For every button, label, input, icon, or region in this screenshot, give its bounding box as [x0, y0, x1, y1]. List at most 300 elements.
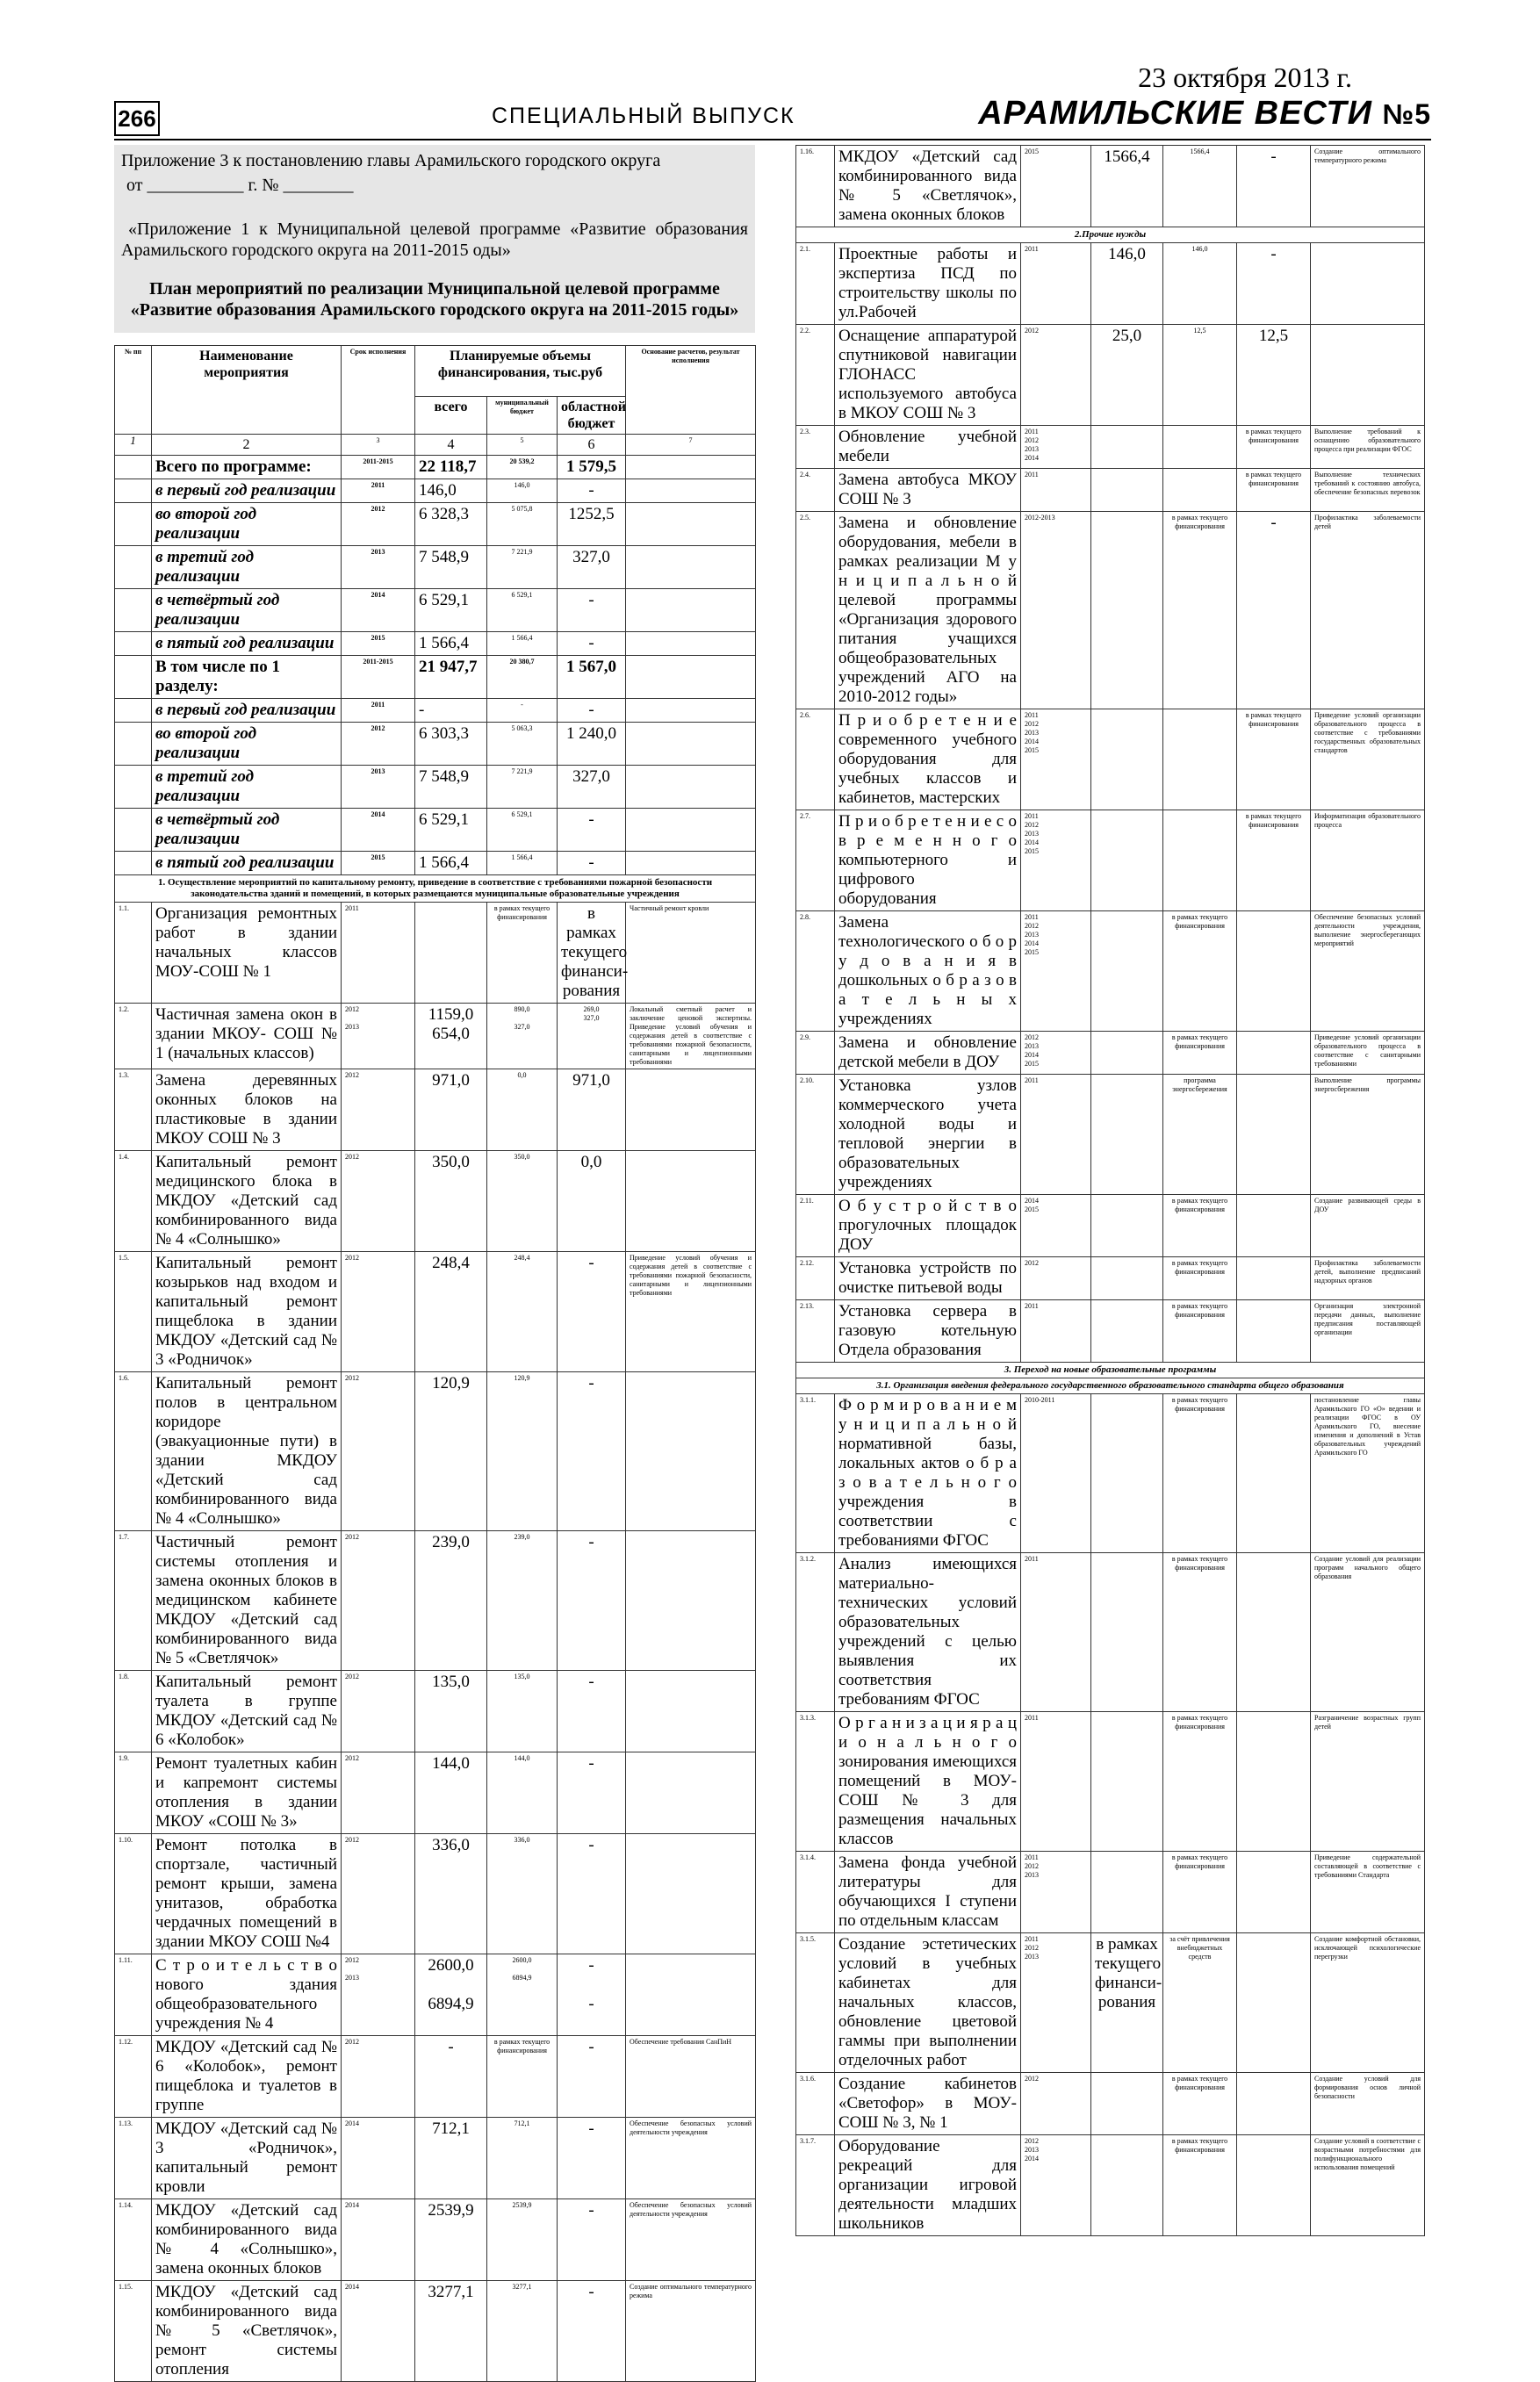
item-term: 2011: [1021, 243, 1091, 325]
summary-term: 2013: [342, 546, 415, 589]
item-term: 2014: [342, 2199, 415, 2281]
item-reg: в рамках текущего финансирования: [1237, 469, 1311, 512]
summary-reg: 1 579,5: [558, 456, 626, 479]
item-number: 1.12.: [115, 2036, 152, 2118]
table-row: [796, 1257, 1425, 1300]
summary-mun: 1 566,4: [487, 852, 558, 875]
summary-total: 6 529,1: [415, 589, 487, 632]
item-name: Частичный ремонт системы отопления и замена оконных блоков в медицинском кабинете МКДОУ «Детский сад комбинированного вида № 5 «Светлячок»: [152, 1531, 342, 1671]
item-name: Создание кабинетов «Светофор» в МОУ-СОШ № 3, № 1: [835, 2073, 1021, 2135]
item-reg: -: [1237, 146, 1311, 227]
summary-term: 2014: [342, 589, 415, 632]
item-mun: 0,0: [487, 1069, 558, 1151]
item-reg: в рамках текущего финансирования: [1237, 709, 1311, 810]
item-total: [1091, 1394, 1163, 1553]
summary-term: 2015: [342, 852, 415, 875]
item-number: 2.10.: [796, 1075, 835, 1195]
summary-reg: 1252,5: [558, 503, 626, 546]
table-row: [796, 1075, 1425, 1195]
table-row: [796, 1394, 1425, 1553]
item-basis: Организация электронной передачи данных, выполнение предписания поставляющей организации: [1311, 1300, 1425, 1363]
item-term: 2012: [342, 1069, 415, 1151]
item-name: Установка узлов коммерческого учета холодной воды и тепловой энергии в образовательных учреждениях: [835, 1075, 1021, 1195]
item-number: 2.3.: [796, 426, 835, 469]
item-total: [1091, 810, 1163, 911]
table-row: [796, 1933, 1425, 2073]
item-term: 2014: [342, 2118, 415, 2199]
summary-total: 22 118,7: [415, 456, 487, 479]
page-number: 266: [114, 101, 160, 136]
summary-blank: [115, 632, 152, 656]
item-mun: 120,9: [487, 1372, 558, 1531]
item-mun: 336,0: [487, 1834, 558, 1954]
summary-label: в первый год реализации: [152, 699, 342, 723]
item-term: 2011: [1021, 1300, 1091, 1363]
table-row: [796, 469, 1425, 512]
item-reg: [1237, 1933, 1311, 2073]
item-term: 2012 2013 2014: [1021, 2135, 1091, 2236]
summary-term: 2012: [342, 503, 415, 546]
summary-label: В том числе по 1 разделу:: [152, 656, 342, 699]
item-reg: -: [558, 2118, 626, 2199]
item-reg: 0,0: [558, 1151, 626, 1252]
item-term: 2012: [342, 2036, 415, 2118]
item-basis: Создание оптимального температурного режима: [626, 2281, 756, 2382]
item-mun: 146,0: [1163, 243, 1237, 325]
item-term: 2012: [1021, 325, 1091, 426]
item-reg: [1237, 1394, 1311, 1553]
item-total: [1091, 426, 1163, 469]
item-name: Организация ремонтных работ в здании начальных классов МОУ-СОШ № 1: [152, 903, 342, 1004]
summary-term: 2011-2015: [342, 656, 415, 699]
item-number: 3.1.4.: [796, 1852, 835, 1933]
date-line: от ___________ г. № ________: [126, 176, 354, 195]
item-mun: программа энергосбережения: [1163, 1075, 1237, 1195]
item-reg: в рамках текущего финансирования: [1237, 810, 1311, 911]
item-term: 2012 2013: [342, 1004, 415, 1069]
item-mun: [1163, 709, 1237, 810]
item-reg: -: [558, 2199, 626, 2281]
item-total: [1091, 1852, 1163, 1933]
item-mun: 2539,9: [487, 2199, 558, 2281]
item-reg: [1237, 1195, 1311, 1257]
summary-basis-blank: [626, 852, 756, 875]
item-term: 2011: [1021, 469, 1091, 512]
item-number: 1.7.: [115, 1531, 152, 1671]
summary-row: [115, 503, 756, 546]
item-number: 2.9.: [796, 1032, 835, 1075]
item-reg: -: [558, 2281, 626, 2382]
table-row: [796, 325, 1425, 426]
item-name: О р г а н и з а ц и я р а ц и о н а л ь н о г о зонирования имеющихся помещений в МОУ-СОШ № 3 для размещения начальных классов: [835, 1712, 1021, 1852]
item-total: 135,0: [415, 1671, 487, 1752]
summary-blank: [115, 589, 152, 632]
table-row: [796, 1553, 1425, 1712]
summary-basis-blank: [626, 546, 756, 589]
section-3-items: [796, 1394, 1425, 2236]
item-reg: [1237, 1712, 1311, 1852]
plan-title: План мероприятий по реализации Муниципальной целевой программе «Развитие образования Арамильского городского округа на 2011-2015 годы»: [130, 279, 739, 320]
table-row: [115, 1752, 756, 1834]
item-reg: -: [558, 1531, 626, 1671]
summary-row: [115, 723, 756, 766]
item-basis: [626, 1671, 756, 1752]
table-row: [115, 1252, 756, 1372]
item-total: [1091, 1195, 1163, 1257]
item-term: 2011 2012 2013: [1021, 1933, 1091, 2073]
table-row: [796, 1032, 1425, 1075]
num-4: 4: [415, 435, 487, 456]
summary-basis-blank: [626, 766, 756, 809]
item-number: 1.4.: [115, 1151, 152, 1252]
col-planned: Планируемые объемы финансирования, тыс.руб: [415, 346, 626, 397]
table-row: [796, 426, 1425, 469]
item-number: 2.12.: [796, 1257, 835, 1300]
item-total: 25,0: [1091, 325, 1163, 426]
item-mun: в рамках текущего финансирования: [487, 903, 558, 1004]
item-reg: [1237, 1300, 1311, 1363]
item-name: Капитальный ремонт полов в центральном коридоре (эвакуационные пути) в здании МКДОУ «Детский сад комбинированного вида № 4 «Солнышко»: [152, 1372, 342, 1531]
num-1: 1: [115, 435, 152, 456]
item-name: Оснащение аппаратурой спутниковой навигации ГЛОНАСС используемого автобуса в МКОУ СОШ № 3: [835, 325, 1021, 426]
item-total: 3277,1: [415, 2281, 487, 2382]
item-basis: Обеспечение безопасных условий деятельности учреждения, выполнение энергосберегающих мероприятий: [1311, 911, 1425, 1032]
item-number: 1.13.: [115, 2118, 152, 2199]
item-term: 2012: [342, 1372, 415, 1531]
item-term: 2011 2012 2013 2014 2015: [1021, 709, 1091, 810]
item-name: Замена и обновление оборудования, мебели в рамках реализации М у н и ц и п а л ь н о й целевой программы «Организация здорового питания учащихся общеобразовательных учреждений АГО на 2010-2012 годы»: [835, 512, 1021, 709]
table-row: [115, 1372, 756, 1531]
item-term: 2014 2015: [1021, 1195, 1091, 1257]
item-name: Создание эстетических условий в учебных кабинетах для начальных классов, обновление цветовой гаммы при выполнении отделочных работ: [835, 1933, 1021, 2073]
summary-total: 7 548,9: [415, 766, 487, 809]
item-name: Оборудование рекреаций для организации игровой деятельности младших школьников: [835, 2135, 1021, 2236]
item-total: [1091, 512, 1163, 709]
item-number: 2.11.: [796, 1195, 835, 1257]
item-basis: Выполнение программы энергосбережения: [1311, 1075, 1425, 1195]
col-total: всего: [415, 397, 487, 435]
summary-row: [115, 589, 756, 632]
item-basis: Профилактика заболеваемости детей: [1311, 512, 1425, 709]
item-total: -: [415, 2036, 487, 2118]
item-number: 1.6.: [115, 1372, 152, 1531]
item-term: 2012: [1021, 1257, 1091, 1300]
item-reg: [1237, 1032, 1311, 1075]
summary-mun: 1 566,4: [487, 632, 558, 656]
item-term: 2012: [342, 1752, 415, 1834]
item-number: 1.16.: [796, 146, 835, 227]
item-number: 3.1.7.: [796, 2135, 835, 2236]
table-row: [796, 512, 1425, 709]
item-reg: в рамках текущего финанси-рования: [558, 903, 626, 1004]
item-number: 3.1.1.: [796, 1394, 835, 1553]
plan-table-left: [114, 345, 756, 2382]
left-column: [114, 145, 755, 2382]
summary-reg: -: [558, 852, 626, 875]
item-number: 2.8.: [796, 911, 835, 1032]
summary-term: 2011-2015: [342, 456, 415, 479]
item-basis: [626, 1372, 756, 1531]
item-total: 971,0: [415, 1069, 487, 1151]
summary-mun: 5 075,8: [487, 503, 558, 546]
item-total: [1091, 1712, 1163, 1852]
item-total: 2539,9: [415, 2199, 487, 2281]
item-mun: в рамках текущего финансирования: [1163, 2135, 1237, 2236]
item-name: П р и о б р е т е н и е с о в р е м е н н о г о компьютерного и цифрового оборудования: [835, 810, 1021, 911]
item-number: 1.5.: [115, 1252, 152, 1372]
item-number: 1.3.: [115, 1069, 152, 1151]
item-name: Анализ имеющихся материально-технических условий образовательных учреждений с целью выявления их соответствия требованиям ФГОС: [835, 1553, 1021, 1712]
section-1-title: 1. Осуществление мероприятий по капитальному ремонту, приведение в соответствие с требованиями пожарной безопасности законодательства зданий и помещений, в которых размещаются муниципальные образовательные учреждения: [115, 875, 756, 903]
item-reg: [1237, 911, 1311, 1032]
summary-term: 2012: [342, 723, 415, 766]
item-basis: Приведение условий организации образовательного процесса в соответствие с требованиями государственных образовательных стандартов: [1311, 709, 1425, 810]
item-number: 3.1.3.: [796, 1712, 835, 1852]
item-basis: [1311, 243, 1425, 325]
summary-mun: 7 221,9: [487, 766, 558, 809]
summary-mun: -: [487, 699, 558, 723]
item-basis: Приведение условий обучения и содержания детей в соответствие с требованиями пожарной безопасности, санитарными и лицензионными требованиями: [626, 1252, 756, 1372]
item-name: Обновление учебной мебели: [835, 426, 1021, 469]
summary-term: 2013: [342, 766, 415, 809]
summary-total: 6 303,3: [415, 723, 487, 766]
summary-mun: 6 529,1: [487, 589, 558, 632]
item-mun: 3277,1: [487, 2281, 558, 2382]
item-number: 2.5.: [796, 512, 835, 709]
item-reg: -: [1237, 512, 1311, 709]
summary-blank: [115, 809, 152, 852]
item-reg: в рамках текущего финансирования: [1237, 426, 1311, 469]
table-row: [796, 911, 1425, 1032]
table-row: [115, 1151, 756, 1252]
item-name: Ремонт потолка в спортзале, частичный ремонт крыши, замена унитазов, обработка чердачных помещений в здании МКОУ СОШ №4: [152, 1834, 342, 1954]
item-number: 1.11.: [115, 1954, 152, 2036]
item-reg: [1237, 1257, 1311, 1300]
table-row: [115, 1834, 756, 1954]
intro-block: [114, 145, 755, 333]
table-row: [796, 1852, 1425, 1933]
item-number: 1.15.: [115, 2281, 152, 2382]
item-reg: 269,0 327,0: [558, 1004, 626, 1069]
summary-reg: 327,0: [558, 766, 626, 809]
item-total: [1091, 709, 1163, 810]
summary-mun: 5 063,3: [487, 723, 558, 766]
table-row: [796, 1195, 1425, 1257]
summary-total: -: [415, 699, 487, 723]
item-mun: в рамках текущего финансирования: [1163, 1394, 1237, 1553]
summary-term: 2015: [342, 632, 415, 656]
item-term: 2011 2012 2013: [1021, 1852, 1091, 1933]
left-items: [115, 903, 756, 2382]
item-basis: Создание условий в соответствие с возрастными потребностями для полифункционального использования помещений: [1311, 2135, 1425, 2236]
item-mun: в рамках текущего финансирования: [1163, 2073, 1237, 2135]
num-2: 2: [152, 435, 342, 456]
item-term: 2011: [1021, 1075, 1091, 1195]
item-total: [1091, 2073, 1163, 2135]
item-term: 2011: [1021, 1553, 1091, 1712]
summary-basis-blank: [626, 632, 756, 656]
summary-basis-blank: [626, 699, 756, 723]
section-2-title: 2.Прочие нужды: [796, 227, 1425, 243]
item-mun: [1163, 810, 1237, 911]
item-reg: -: [558, 1834, 626, 1954]
item-basis: Профилактика заболеваемости детей, выполнение предписаний надзорных органов: [1311, 1257, 1425, 1300]
item-basis: Выполнение технических требований к состоянию автобуса, обеспечение безопасных перевозок: [1311, 469, 1425, 512]
summary-label: в четвёртый год реализации: [152, 809, 342, 852]
item-reg: -: [558, 1752, 626, 1834]
summary-term: 2011: [342, 479, 415, 503]
summary-row: [115, 809, 756, 852]
summary-total: 6 529,1: [415, 809, 487, 852]
item-name: МКДОУ «Детский сад № 3 «Родничок», капитальный ремонт кровли: [152, 2118, 342, 2199]
summary-mun: 20 380,7: [487, 656, 558, 699]
summary-row: [115, 656, 756, 699]
item-mun: 1566,4: [1163, 146, 1237, 227]
summary-row: [115, 479, 756, 503]
item-mun: в рамках текущего финансирования: [1163, 1553, 1237, 1712]
item-number: 1.2.: [115, 1004, 152, 1069]
item-term: 2012: [342, 1834, 415, 1954]
table-row: [115, 1069, 756, 1151]
summary-label: Всего по программе:: [152, 456, 342, 479]
item-term: 2010-2011: [1021, 1394, 1091, 1553]
item-basis: Приведение содержательной составляющей в соответствие с требованиями Стандарта: [1311, 1852, 1425, 1933]
item-name: С т р о и т е л ь с т в о нового здания общеобразовательного учреждения № 4: [152, 1954, 342, 2036]
summary-blank: [115, 656, 152, 699]
table-row: [115, 2118, 756, 2199]
item-term: 2011 2012 2013 2014 2015: [1021, 810, 1091, 911]
item-basis: Информатизация образовательного процесса: [1311, 810, 1425, 911]
item-term: 2012: [342, 1531, 415, 1671]
item-number: 1.1.: [115, 903, 152, 1004]
summary-label: в четвёртый год реализации: [152, 589, 342, 632]
item-term: 2011 2012 2013 2014 2015: [1021, 911, 1091, 1032]
summary-rows: [115, 456, 756, 875]
col-no: № пп: [115, 346, 152, 435]
summary-mun: 20 539,2: [487, 456, 558, 479]
item-mun: 12,5: [1163, 325, 1237, 426]
item-total: [1091, 1257, 1163, 1300]
item-basis: Создание развивающей среды в ДОУ: [1311, 1195, 1425, 1257]
item-total: 2600,0 6894,9: [415, 1954, 487, 2036]
item-total: 146,0: [1091, 243, 1163, 325]
item-term: 2011: [1021, 1712, 1091, 1852]
summary-total: 1 566,4: [415, 632, 487, 656]
right-top-items: [796, 146, 1425, 227]
summary-total: 21 947,7: [415, 656, 487, 699]
num-6: 6: [558, 435, 626, 456]
item-term: 2012 2013 2014 2015: [1021, 1032, 1091, 1075]
item-term: 2012: [342, 1252, 415, 1372]
masthead-title: АРАМИЛЬСКИЕ ВЕСТИ: [978, 95, 1372, 132]
item-total: 120,9: [415, 1372, 487, 1531]
issue-number: №5: [1382, 98, 1431, 130]
item-mun: в рамках текущего финансирования: [1163, 911, 1237, 1032]
item-reg: -: [558, 2036, 626, 2118]
summary-label: в пятый год реализации: [152, 632, 342, 656]
item-name: Капитальный ремонт туалета в группе МКДОУ «Детский сад № 6 «Колобок»: [152, 1671, 342, 1752]
summary-label: в третий год реализации: [152, 766, 342, 809]
table-row: [115, 1531, 756, 1671]
summary-blank: [115, 766, 152, 809]
item-mun: в рамках текущего финансирования: [487, 2036, 558, 2118]
item-mun: 144,0: [487, 1752, 558, 1834]
summary-total: 6 328,3: [415, 503, 487, 546]
item-term: 2011 2012 2013 2014: [1021, 426, 1091, 469]
summary-reg: 1 567,0: [558, 656, 626, 699]
table-row: [796, 2073, 1425, 2135]
item-total: 144,0: [415, 1752, 487, 1834]
table-row: [115, 1954, 756, 2036]
item-reg: [1237, 1852, 1311, 1933]
summary-blank: [115, 479, 152, 503]
col-basis: Основание расчетов, результат исполнения: [626, 346, 756, 435]
masthead: [978, 95, 1431, 133]
item-number: 1.14.: [115, 2199, 152, 2281]
item-basis: [626, 1531, 756, 1671]
item-total: [415, 903, 487, 1004]
item-mun: 350,0: [487, 1151, 558, 1252]
table-row: [796, 146, 1425, 227]
item-mun: 135,0: [487, 1671, 558, 1752]
item-total: 1159,0 654,0: [415, 1004, 487, 1069]
summary-blank: [115, 699, 152, 723]
item-term: 2012 2013: [342, 1954, 415, 2036]
item-mun: [1163, 426, 1237, 469]
item-basis: Обеспечение требования СанПиН: [626, 2036, 756, 2118]
item-reg: [1237, 2073, 1311, 2135]
item-name: Частичная замена окон в здании МКОУ- СОШ № 1 (начальных классов): [152, 1004, 342, 1069]
item-name: Замена фонда учебной литературы для обучающихся I ступени по отдельным классам: [835, 1852, 1021, 1933]
item-name: Капитальный ремонт козырьков над входом и капитальный ремонт пищеблока в здании МКДОУ «Детский сад № 3 «Родничок»: [152, 1252, 342, 1372]
summary-basis-blank: [626, 809, 756, 852]
summary-basis-blank: [626, 503, 756, 546]
item-number: 1.9.: [115, 1752, 152, 1834]
item-reg: -: [558, 1671, 626, 1752]
item-basis: Приведение условий организации образовательного процесса в соответствие с санитарными требованиями: [1311, 1032, 1425, 1075]
item-mun: 890,0 327,0: [487, 1004, 558, 1069]
item-basis: Создание комфортной обстановки, исключающей психологические перегрузки: [1311, 1933, 1425, 2073]
col-term: Срок исполнения: [342, 346, 415, 435]
item-mun: 239,0: [487, 1531, 558, 1671]
summary-term: 2011: [342, 699, 415, 723]
num-7: 7: [626, 435, 756, 456]
summary-basis-blank: [626, 656, 756, 699]
col-mun: муниципальный бюджет: [487, 397, 558, 435]
summary-row: [115, 699, 756, 723]
summary-reg: 327,0: [558, 546, 626, 589]
item-basis: [626, 1752, 756, 1834]
item-mun: в рамках текущего финансирования: [1163, 1852, 1237, 1933]
summary-label: в пятый год реализации: [152, 852, 342, 875]
item-total: 350,0: [415, 1151, 487, 1252]
item-total: 239,0: [415, 1531, 487, 1671]
right-column: [795, 145, 1424, 2236]
summary-total: 146,0: [415, 479, 487, 503]
item-total: [1091, 911, 1163, 1032]
summary-blank: [115, 503, 152, 546]
summary-row: [115, 852, 756, 875]
item-total: [1091, 2135, 1163, 2236]
item-name: Капитальный ремонт медицинского блока в МКДОУ «Детский сад комбинированного вида № 4 «Солнышко»: [152, 1151, 342, 1252]
item-total: в рамках текущего финанси-рования: [1091, 1933, 1163, 2073]
table-row: [115, 1004, 756, 1069]
item-number: 2.1.: [796, 243, 835, 325]
item-name: Замена деревянных оконных блоков на пластиковые в здании МКОУ СОШ № 3: [152, 1069, 342, 1151]
table-row: [796, 810, 1425, 911]
item-reg: 971,0: [558, 1069, 626, 1151]
item-term: 2015: [1021, 146, 1091, 227]
